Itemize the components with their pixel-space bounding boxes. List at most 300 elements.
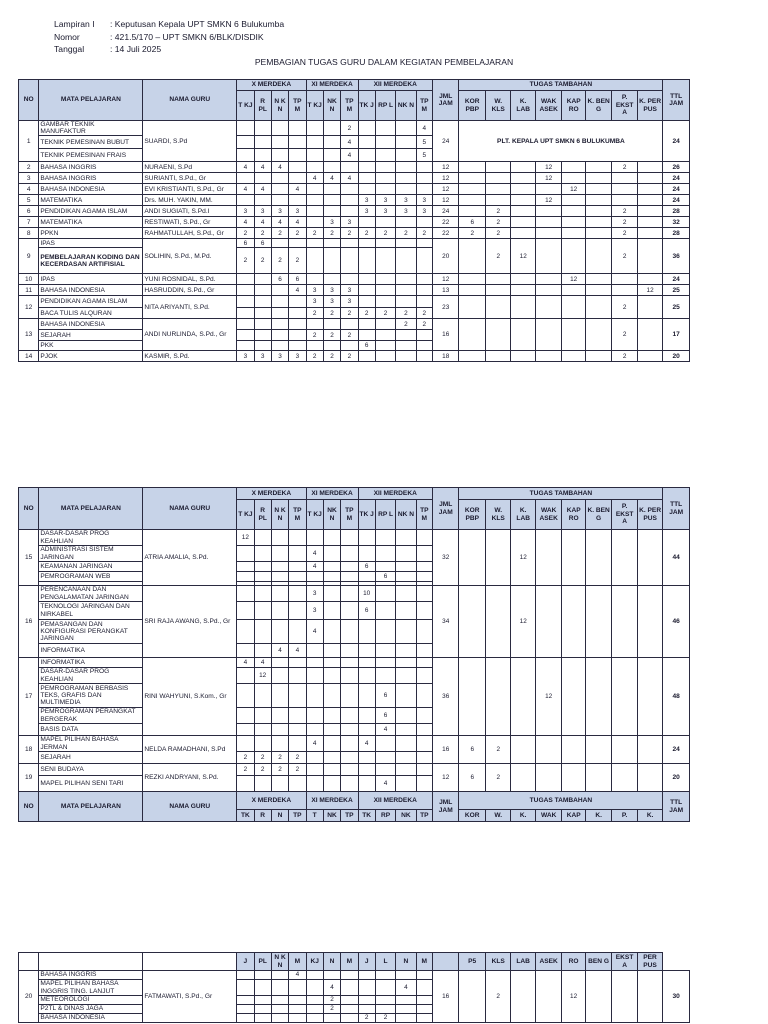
- hours-cell: 4: [254, 162, 271, 173]
- hours-cell: 2: [375, 228, 395, 239]
- duty-cell: [459, 351, 486, 362]
- hours-cell: 3: [323, 285, 340, 296]
- sub-column-header: P. EKST A: [612, 91, 637, 121]
- duty-cell: [585, 184, 612, 195]
- sub-column-header: TK J: [358, 500, 375, 530]
- hours-cell: 3: [341, 217, 358, 228]
- hours-cell: [237, 274, 254, 285]
- ttl-jam-cell: 24: [663, 195, 690, 206]
- duty-cell: 12: [535, 162, 562, 173]
- hours-cell: 2: [323, 1005, 340, 1014]
- sub-column-header: KOR PBP: [459, 91, 486, 121]
- col-xi-merdeka: XI MERDEKA: [306, 488, 358, 500]
- teaching-assignment-table-1: [18, 79, 690, 362]
- duty-cell: [562, 285, 585, 296]
- hours-cell: 5: [416, 149, 432, 162]
- hours-cell: 6: [237, 239, 254, 248]
- subject-cell: SEJARAH: [39, 752, 143, 764]
- sub-column-header: NK N: [323, 500, 340, 530]
- footer-col-x: X MERDEKA: [237, 792, 306, 810]
- duty-cell: 12: [637, 285, 663, 296]
- sub-column-header: R PL: [254, 91, 271, 121]
- hours-cell: 4: [254, 217, 271, 228]
- ttl-jam-cell: 30: [663, 971, 690, 1023]
- hours-cell: 2: [416, 228, 432, 239]
- col-xi-merdeka: XI MERDEKA: [306, 80, 358, 91]
- subject-cell: PEMROGRAMAN WEB: [39, 572, 143, 582]
- duty-cell: [459, 184, 486, 195]
- sub-column-header: KOR: [459, 810, 486, 822]
- duty-cell: [612, 274, 637, 285]
- sub-column-header: T KJ: [306, 91, 323, 121]
- hours-cell: 4: [271, 217, 288, 228]
- sub-column-header: K. LAB: [511, 91, 535, 121]
- hours-cell: 2: [323, 996, 340, 1005]
- teacher-name: NITA ARIYANTI, S.Pd.: [143, 296, 237, 319]
- subject-cell: DASAR-DASAR PROG KEAHLIAN: [39, 530, 143, 546]
- duty-cell: [535, 285, 562, 296]
- hours-cell: 2: [271, 228, 288, 239]
- blank-cell: [19, 953, 39, 971]
- sub-column-header: LAB: [511, 953, 535, 971]
- teacher-name: REZKI ANDRYANI, S.Pd.: [143, 764, 237, 792]
- hours-cell: [375, 162, 395, 173]
- duty-cell: [459, 195, 486, 206]
- hours-cell: 4: [306, 736, 323, 752]
- hours-cell: 4: [289, 217, 306, 228]
- teacher-name: ATRIA AMALIA, S.Pd.: [143, 530, 237, 586]
- footer-col-xii: XII MERDEKA: [358, 792, 432, 810]
- ttl-jam-cell: 28: [663, 206, 690, 217]
- hours-cell: [396, 217, 416, 228]
- hours-cell: 2: [358, 228, 375, 239]
- table-row: [19, 351, 690, 362]
- hours-cell: 3: [358, 206, 375, 217]
- jml-jam-cell: 20: [432, 239, 459, 274]
- additional-duty-cell: PLT. KEPALA UPT SMKN 6 BULUKUMBA: [459, 121, 663, 162]
- row-no: 16: [19, 586, 39, 658]
- subject-cell: PJOK: [39, 351, 143, 362]
- hours-cell: [254, 173, 271, 184]
- hours-cell: 2: [375, 308, 395, 319]
- hours-cell: 2: [396, 319, 416, 330]
- nomor-label: Nomor: [54, 31, 80, 42]
- hours-cell: [396, 184, 416, 195]
- duty-cell: 2: [612, 296, 637, 319]
- hours-cell: 6: [289, 274, 306, 285]
- subject-cell: MAPEL PILIHAN SENI TARI: [39, 776, 143, 792]
- jml-jam-cell: 18: [432, 351, 459, 362]
- jml-jam-cell: 24: [432, 206, 459, 217]
- hours-cell: 2: [396, 228, 416, 239]
- sub-column-header: [432, 953, 459, 971]
- hours-cell: 4: [306, 620, 323, 644]
- hours-cell: 12: [237, 530, 254, 546]
- hours-cell: 3: [254, 351, 271, 362]
- subject-cell: PKK: [39, 341, 143, 351]
- hours-cell: [396, 274, 416, 285]
- col-guru: NAMA GURU: [143, 488, 237, 530]
- footer-col-guru: NAMA GURU: [143, 792, 237, 822]
- hours-cell: 3: [306, 285, 323, 296]
- hours-cell: [323, 184, 340, 195]
- jml-jam-cell: 34: [432, 586, 459, 658]
- hours-cell: [416, 285, 432, 296]
- hours-cell: [358, 285, 375, 296]
- subject-cell: MATEMATIKA: [39, 195, 143, 206]
- hours-cell: [237, 195, 254, 206]
- hours-cell: 6: [358, 341, 375, 351]
- hours-cell: 4: [271, 644, 288, 658]
- col-tugas-tambahan: TUGAS TAMBAHAN: [459, 488, 663, 500]
- hours-cell: 6: [358, 602, 375, 620]
- teacher-name: SURIANTI, S.Pd., Gr: [143, 173, 237, 184]
- hours-cell: 2: [416, 319, 432, 330]
- sub-column-header: RP: [375, 810, 395, 822]
- duty-cell: 12: [535, 173, 562, 184]
- sub-column-header: K. BEN G: [585, 500, 612, 530]
- hours-cell: [416, 274, 432, 285]
- sub-column-header: K. BEN G: [585, 91, 612, 121]
- hours-cell: 4: [306, 546, 323, 562]
- duty-cell: [511, 173, 535, 184]
- hours-cell: [289, 162, 306, 173]
- sub-column-header: KAP RO: [562, 500, 585, 530]
- hours-cell: 2: [341, 351, 358, 362]
- ttl-jam-cell: 17: [663, 319, 690, 351]
- hours-cell: 2: [289, 752, 306, 764]
- subject-cell: BAHASA INGGRIS: [39, 971, 143, 980]
- document-header: [54, 18, 284, 56]
- duty-cell: [535, 351, 562, 362]
- hours-cell: 3: [289, 351, 306, 362]
- row-no: 18: [19, 736, 39, 764]
- subject-cell: PENDIDIKAN AGAMA ISLAM: [39, 296, 143, 308]
- table-row: [19, 173, 690, 184]
- row-no: 19: [19, 764, 39, 792]
- duty-cell: [612, 195, 637, 206]
- sub-column-header: NK N: [396, 91, 416, 121]
- footer-col-jml: JML JAM: [432, 792, 459, 822]
- sub-column-header: KJ: [306, 953, 323, 971]
- duty-cell: [511, 274, 535, 285]
- sub-column-header: M: [416, 953, 432, 971]
- duty-cell: [459, 274, 486, 285]
- hours-cell: 3: [341, 296, 358, 308]
- hours-cell: 6: [375, 708, 395, 724]
- hours-cell: [323, 206, 340, 217]
- hours-cell: [237, 285, 254, 296]
- jml-jam-cell: 22: [432, 217, 459, 228]
- hours-cell: 4: [341, 136, 358, 149]
- footer-col-ttl: TTL JAM: [663, 792, 690, 822]
- teacher-name: HASRUDDIN, S.Pd., Gr: [143, 285, 237, 296]
- sub-column-header: R: [254, 810, 271, 822]
- duty-cell: [562, 195, 585, 206]
- duty-cell: [585, 351, 612, 362]
- subject-cell: MATEMATIKA: [39, 217, 143, 228]
- duty-cell: [637, 162, 663, 173]
- hours-cell: 3: [289, 206, 306, 217]
- duty-cell: 2: [612, 319, 637, 351]
- sub-column-header: K.: [511, 810, 535, 822]
- duty-cell: [562, 162, 585, 173]
- hours-cell: 2: [358, 308, 375, 319]
- hours-cell: [271, 173, 288, 184]
- duty-cell: [637, 274, 663, 285]
- hours-cell: 4: [254, 658, 271, 668]
- sub-column-header: T KJ: [306, 500, 323, 530]
- hours-cell: [375, 173, 395, 184]
- jml-jam-cell: 12: [432, 173, 459, 184]
- teacher-name: SUARDI, S.Pd: [143, 121, 237, 162]
- duty-cell: 12: [511, 530, 535, 586]
- row-no: 10: [19, 274, 39, 285]
- sub-column-header: M: [289, 953, 306, 971]
- hours-cell: 2: [323, 351, 340, 362]
- subject-cell: MAPEL PILIHAN BAHASA INGGRIS TING. LANJUT: [39, 980, 143, 996]
- hours-cell: [375, 184, 395, 195]
- col-x-merdeka: X MERDEKA: [237, 488, 306, 500]
- sub-column-header: K.: [637, 810, 663, 822]
- hours-cell: 4: [289, 285, 306, 296]
- subject-cell: SEJARAH: [39, 330, 143, 341]
- hours-cell: 2: [289, 764, 306, 776]
- sub-column-header: N: [323, 953, 340, 971]
- hours-cell: 12: [254, 668, 271, 684]
- hours-cell: [396, 173, 416, 184]
- table-row: [19, 274, 690, 285]
- subject-cell: PEMBELAJARAN KODING DAN KECERDASAN ARTIFISIAL: [39, 248, 143, 274]
- duty-cell: [637, 206, 663, 217]
- sub-column-header: TP: [341, 810, 358, 822]
- hours-cell: 2: [271, 752, 288, 764]
- sub-column-header: NK: [323, 810, 340, 822]
- ttl-jam-cell: 24: [663, 121, 690, 162]
- sub-column-header: WAK: [535, 810, 562, 822]
- blank-cell: [143, 953, 237, 971]
- duty-cell: [585, 162, 612, 173]
- hours-cell: [358, 351, 375, 362]
- subject-cell: BAHASA INGGRIS: [39, 173, 143, 184]
- hours-cell: 4: [271, 162, 288, 173]
- col-xii-merdeka: XII MERDEKA: [358, 80, 432, 91]
- hours-cell: 2: [254, 248, 271, 274]
- subject-cell: BAHASA INDONESIA: [39, 319, 143, 330]
- hours-cell: [396, 351, 416, 362]
- duty-cell: 12: [511, 239, 535, 274]
- hours-cell: [341, 206, 358, 217]
- jml-jam-cell: 36: [432, 658, 459, 736]
- hours-cell: 6: [358, 562, 375, 572]
- hours-cell: 2: [237, 248, 254, 274]
- duty-cell: 6: [459, 736, 486, 764]
- duty-cell: 2: [485, 736, 510, 764]
- hours-cell: [396, 162, 416, 173]
- duty-cell: [535, 217, 562, 228]
- subject-cell: TEKNOLOGI JARINGAN DAN NIRKABEL: [39, 602, 143, 620]
- sub-column-header: RP L: [375, 500, 395, 530]
- sub-column-header: NK N: [396, 500, 416, 530]
- lampiran-label: Lampiran I: [54, 19, 95, 29]
- hours-cell: [416, 173, 432, 184]
- hours-cell: [306, 274, 323, 285]
- subject-cell: GAMBAR TEKNIK MANUFAKTUR: [39, 121, 143, 136]
- hours-cell: 6: [271, 274, 288, 285]
- sub-column-header: PER PUS: [637, 953, 662, 971]
- subject-cell: PERENCANAAN DAN PENGALAMATAN JARINGAN: [39, 586, 143, 602]
- hours-cell: [306, 217, 323, 228]
- jml-jam-cell: 32: [432, 530, 459, 586]
- hours-cell: 4: [323, 173, 340, 184]
- duty-cell: 6: [459, 764, 486, 792]
- duty-cell: [485, 195, 510, 206]
- sub-column-header: L: [375, 953, 395, 971]
- sub-column-header: WAK ASEK: [535, 91, 562, 121]
- hours-cell: [271, 195, 288, 206]
- col-x-merdeka: X MERDEKA: [237, 80, 306, 91]
- col-guru: NAMA GURU: [143, 80, 237, 121]
- sub-column-header: W.: [485, 810, 510, 822]
- sub-column-header: ASEK: [535, 953, 562, 971]
- sub-column-header: TP M: [341, 500, 358, 530]
- duty-cell: [562, 206, 585, 217]
- sub-column-header: RP L: [375, 91, 395, 121]
- hours-cell: 2: [341, 121, 358, 136]
- sub-column-header: KOR PBP: [459, 500, 486, 530]
- duty-cell: [511, 217, 535, 228]
- duty-cell: [612, 173, 637, 184]
- subject-cell: INFORMATIKA: [39, 644, 143, 658]
- hours-cell: [271, 285, 288, 296]
- sub-column-header: TP M: [416, 500, 432, 530]
- hours-cell: [271, 184, 288, 195]
- duty-cell: [585, 274, 612, 285]
- duty-cell: [562, 173, 585, 184]
- subject-cell: BACA TULIS ALQURAN: [39, 308, 143, 319]
- col-jml-jam: JML JAM: [432, 488, 459, 530]
- teacher-name: SRI RAJA AWANG, S.Pd., Gr: [143, 586, 237, 658]
- duty-cell: [511, 162, 535, 173]
- hours-cell: 4: [306, 562, 323, 572]
- hours-cell: [375, 285, 395, 296]
- hours-cell: 2: [237, 752, 254, 764]
- hours-cell: [375, 217, 395, 228]
- duty-cell: 12: [511, 586, 535, 658]
- hours-cell: [237, 173, 254, 184]
- sub-column-header: TP M: [289, 91, 306, 121]
- duty-cell: [511, 206, 535, 217]
- sub-column-header: J: [358, 953, 375, 971]
- sub-column-header: TP: [289, 810, 306, 822]
- subject-cell: TEKNIK PEMESINAN FRAIS: [39, 149, 143, 162]
- row-no: 5: [19, 195, 39, 206]
- jml-jam-cell: 23: [432, 296, 459, 319]
- ttl-jam-cell: 20: [663, 351, 690, 362]
- sub-column-header: N K N: [271, 500, 288, 530]
- sub-column-header: TK: [237, 810, 254, 822]
- subject-cell: ADMINISTRASI SISTEM JARINGAN: [39, 546, 143, 562]
- hours-cell: 2: [271, 248, 288, 274]
- duty-cell: [637, 184, 663, 195]
- hours-cell: [254, 285, 271, 296]
- ttl-jam-cell: 48: [663, 658, 690, 736]
- hours-cell: 3: [323, 296, 340, 308]
- duty-cell: [637, 351, 663, 362]
- hours-cell: 2: [237, 764, 254, 776]
- hours-cell: [358, 217, 375, 228]
- sub-column-header: K.: [585, 810, 612, 822]
- teacher-name: Drs. MUH. YAKIN, MM.: [143, 195, 237, 206]
- hours-cell: 2: [323, 308, 340, 319]
- duty-cell: [612, 285, 637, 296]
- hours-cell: 3: [396, 195, 416, 206]
- tanggal-label: Tanggal: [54, 44, 85, 55]
- jml-jam-cell: 12: [432, 184, 459, 195]
- col-mapel: MATA PELAJARAN: [39, 488, 143, 530]
- duty-cell: [511, 195, 535, 206]
- hours-cell: 2: [416, 308, 432, 319]
- sub-column-header: K. PER PUS: [637, 91, 663, 121]
- col-ttl-jam: TTL JAM: [663, 488, 690, 530]
- row-no: 7: [19, 217, 39, 228]
- hours-cell: [375, 274, 395, 285]
- sub-column-header: P5: [459, 953, 486, 971]
- ttl-jam-cell: 24: [663, 736, 690, 764]
- duty-cell: [562, 217, 585, 228]
- hours-cell: [306, 206, 323, 217]
- hours-cell: 4: [358, 736, 375, 752]
- sub-column-header: EKST A: [612, 953, 637, 971]
- ttl-jam-cell: 25: [663, 296, 690, 319]
- jml-jam-cell: 16: [432, 736, 459, 764]
- hours-cell: 4: [237, 184, 254, 195]
- sub-column-header: KAP RO: [562, 91, 585, 121]
- duty-cell: [485, 184, 510, 195]
- sub-column-header: TP M: [341, 91, 358, 121]
- hours-cell: [341, 184, 358, 195]
- col-ttl-jam: TTL JAM: [663, 80, 690, 121]
- sub-column-header: P. EKST A: [612, 500, 637, 530]
- row-no: 15: [19, 530, 39, 586]
- sub-column-header: KAP: [562, 810, 585, 822]
- sub-column-header: W. KLS: [485, 91, 510, 121]
- duty-cell: [585, 206, 612, 217]
- sub-column-header: N: [396, 953, 416, 971]
- hours-cell: 4: [396, 980, 416, 996]
- col-no: NO: [19, 488, 39, 530]
- sub-column-header: K. PER PUS: [637, 500, 663, 530]
- hours-cell: [289, 173, 306, 184]
- teacher-name: ANDI NURLINDA, S.Pd., Gr: [143, 319, 237, 351]
- sub-column-header: TK J: [358, 91, 375, 121]
- duty-cell: [637, 228, 663, 239]
- sub-column-header: PL: [254, 953, 271, 971]
- hours-cell: [341, 162, 358, 173]
- sub-column-header: TP: [416, 810, 432, 822]
- hours-cell: [306, 195, 323, 206]
- duty-cell: [511, 351, 535, 362]
- sub-column-header: M: [341, 953, 358, 971]
- hours-cell: 3: [416, 195, 432, 206]
- hours-cell: 2: [341, 308, 358, 319]
- sub-column-header: TK: [358, 810, 375, 822]
- subject-cell: BAHASA INGGRIS: [39, 162, 143, 173]
- row-no: 17: [19, 658, 39, 736]
- hours-cell: 2: [254, 228, 271, 239]
- hours-cell: [306, 162, 323, 173]
- teacher-name: NURAENI, S.Pd: [143, 162, 237, 173]
